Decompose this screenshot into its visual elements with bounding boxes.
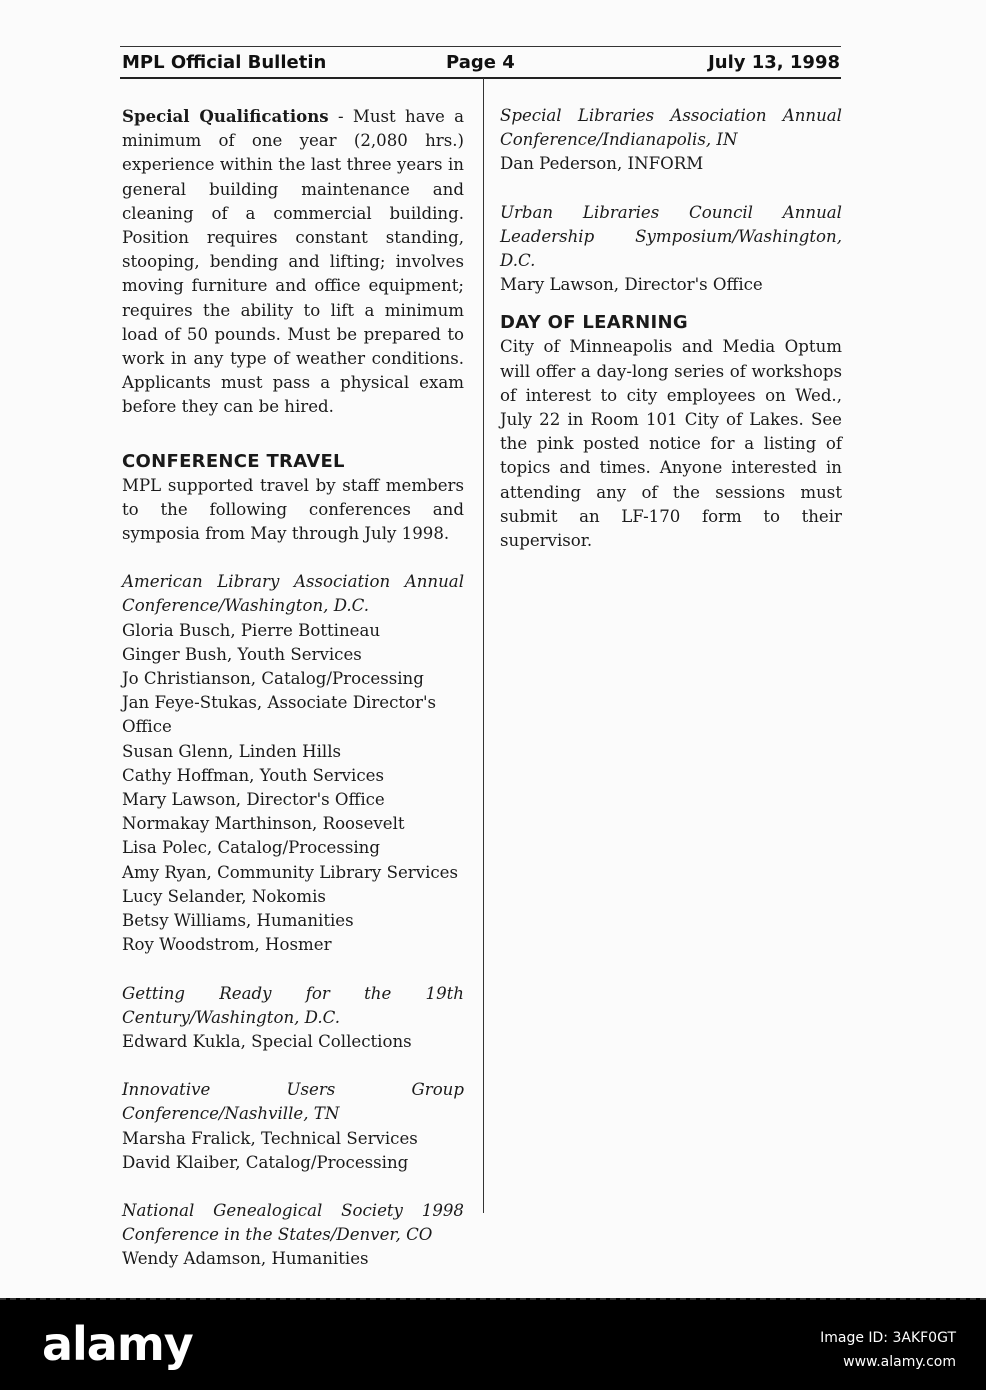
attendee-line: Normakay Marthinson, Roosevelt <box>122 814 405 834</box>
conference-entry <box>122 1078 464 1175</box>
attendee-line: Marsha Fralick, Technical Services <box>122 1128 418 1148</box>
conference-title: Getting Ready for the 19th Century/Washington, D.C. <box>122 983 464 1027</box>
attendee-line: Jo Christianson, Catalog/Processing <box>122 669 424 689</box>
conference-title: American Library Association Annual Conference/Washington, D.C. <box>122 572 464 616</box>
conference-list <box>500 104 842 297</box>
conference-entry <box>500 104 842 177</box>
footer-meta <box>820 1326 956 1374</box>
right-column <box>500 104 842 553</box>
conference-title: National Genealogical Society 1998 Conference in the States/Denver, CO <box>122 1200 464 1245</box>
special-qualifications-text: - Must have a minimum of one year (2,080 hrs.) experience within the last three years in general building maintenance and cleaning of a commercial building. Position requires constant standing, stooping, bending and lifting; involves moving furniture and office equipment; requires the ability to lift a minimum load of 50 pounds. Must be prepared to work in any type of weather conditions. Applicants must pass a physical exam before they can be hired. <box>122 107 464 417</box>
attendee-line: Susan Glenn, Linden Hills <box>122 741 342 761</box>
attendee-line: Mary Lawson, Director's Office <box>122 790 385 810</box>
attendee-line: Edward Kukla, Special Collections <box>122 1031 412 1051</box>
attendee-line: Mary Lawson, Director's Office <box>500 275 763 295</box>
conference-entry <box>122 570 464 957</box>
day-of-learning-text: City of Minneapolis and Media Optum will offer a day-long series of workshops of interest to city employees on Wed., July 22 in Room 101 City of Lakes. See the pink posted notice for a listing of topics and times. Anyone interested in attending any of the sessions must submit an LF-170 form to their supervisor. <box>500 337 842 551</box>
column-divider <box>483 78 484 1213</box>
conference-list <box>122 570 464 1271</box>
conference-travel-heading: CONFERENCE TRAVEL <box>122 450 345 472</box>
alamy-logo: alamy <box>42 1317 193 1371</box>
attendee-line: Lucy Selander, Nokomis <box>122 886 326 906</box>
conference-title: Innovative Users Group Conference/Nashville, TN <box>122 1080 464 1124</box>
conference-entry <box>122 982 464 1055</box>
attendee-line: Ginger Bush, Youth Services <box>122 644 362 664</box>
special-qualifications-paragraph <box>122 104 464 420</box>
attendee-line: Amy Ryan, Community Library Services <box>122 862 459 882</box>
header-top-rule <box>120 46 841 47</box>
image-id: Image ID: 3AKF0GT <box>820 1330 956 1346</box>
header-bottom-rule <box>120 77 841 79</box>
day-of-learning-heading: DAY OF LEARNING <box>500 312 688 334</box>
attendee-line: David Klaiber, Catalog/Processing <box>122 1152 409 1172</box>
attendee-line: Wendy Adamson, Humanities <box>122 1249 369 1269</box>
attendee-line: Dan Pederson, INFORM <box>500 154 704 174</box>
attendee-line: Gloria Busch, Pierre Bottineau <box>122 620 381 640</box>
attendee-line: Jan Feye-Stukas, Associate Director's Office <box>122 693 437 737</box>
conference-entry <box>500 201 842 298</box>
site-url: www.alamy.com <box>843 1354 956 1370</box>
left-column <box>122 104 464 1272</box>
issue-date: July 13, 1998 <box>708 52 840 73</box>
attendee-line: Lisa Polec, Catalog/Processing <box>122 838 380 858</box>
special-qualifications-label: Special Qualifications <box>122 106 329 126</box>
conference-title: Special Libraries Association Annual Conference/Indianapolis, IN <box>500 106 842 150</box>
page-number: Page 4 <box>446 52 515 73</box>
attendee-line: Roy Woodstrom, Hosmer <box>122 935 332 955</box>
bulletin-title: MPL Official Bulletin <box>122 52 327 73</box>
attendee-line: Cathy Hoffman, Youth Services <box>122 765 384 785</box>
conference-intro: MPL supported travel by staff members to the following conferences and symposia from May through July 1998. <box>122 475 464 544</box>
conference-entry <box>122 1199 464 1272</box>
attendee-line: Betsy Williams, Humanities <box>122 911 354 931</box>
conference-title: Urban Libraries Council Annual Leadership Symposium/Washington, D.C. <box>500 202 842 271</box>
